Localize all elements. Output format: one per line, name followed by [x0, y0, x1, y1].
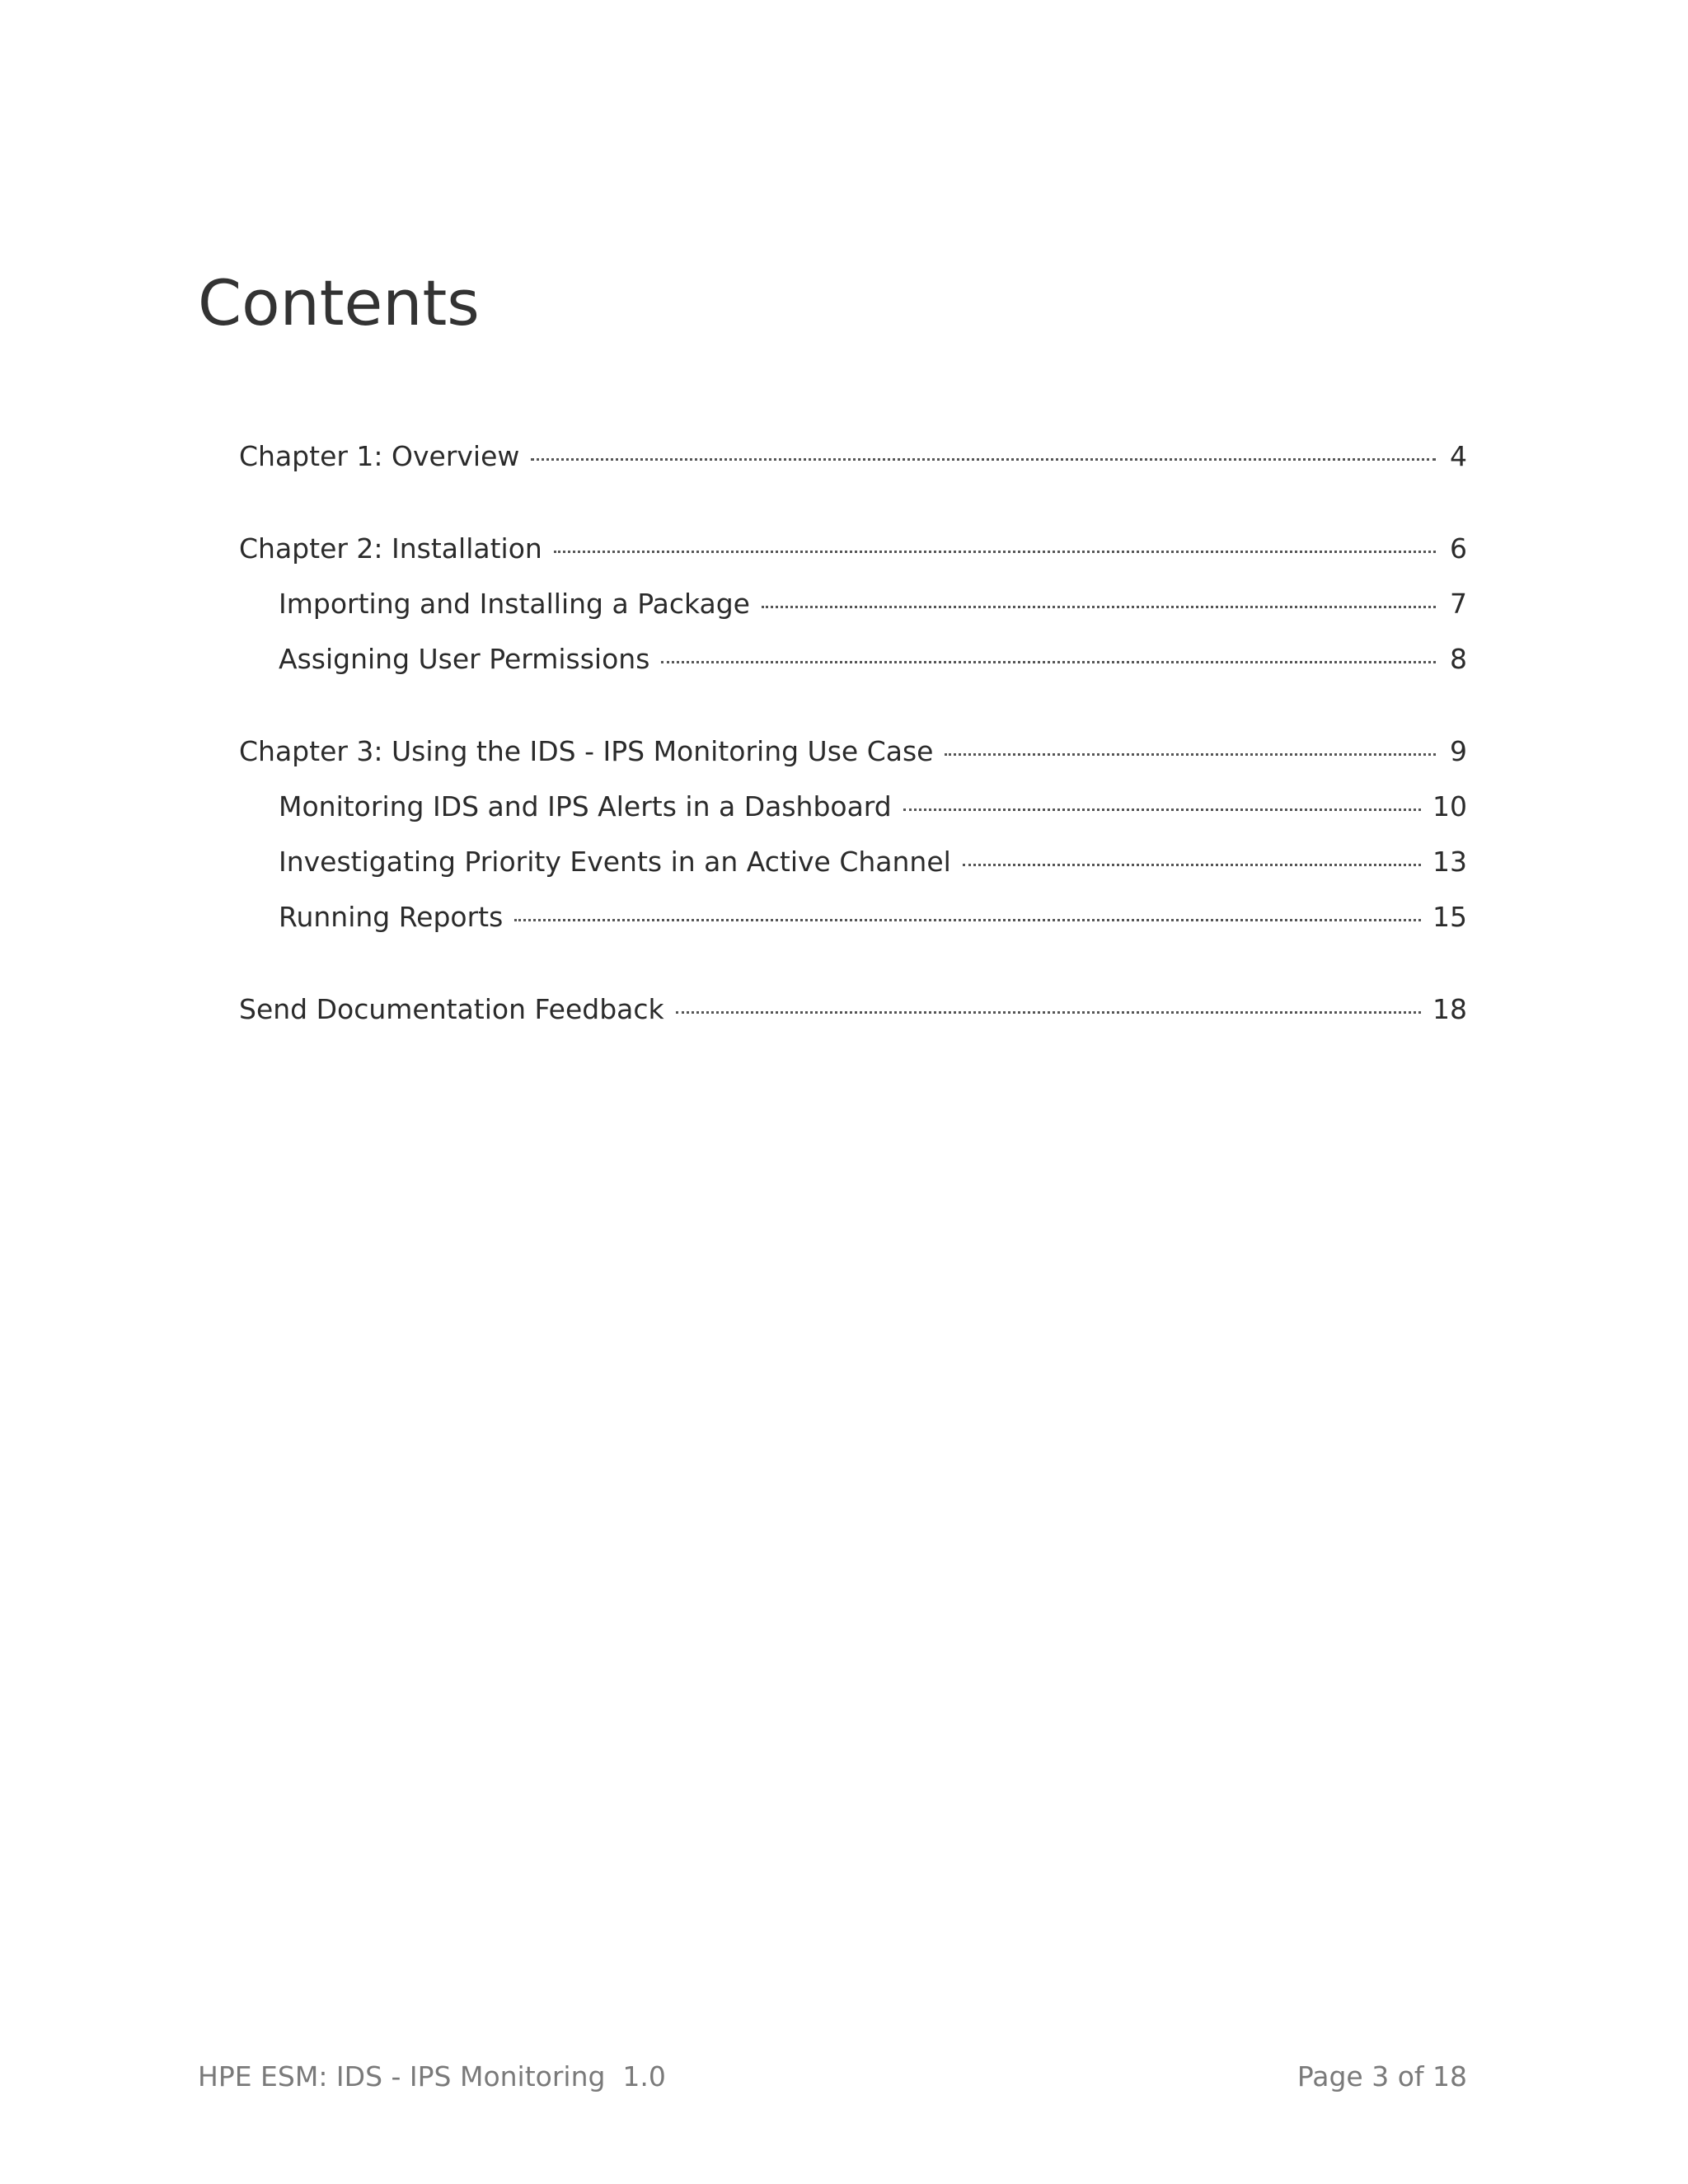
toc-entry-page-number: 15 — [1432, 901, 1467, 933]
toc-entry-label: Running Reports — [279, 901, 504, 933]
toc-entry-page-number: 8 — [1450, 643, 1467, 675]
footer-page-number: Page 3 of 18 — [1296, 2060, 1467, 2093]
toc-entry-running-reports[interactable] — [239, 889, 1467, 944]
toc-entry-label: Chapter 3: Using the IDS - IPS Monitoring Use Case — [239, 735, 934, 767]
toc-entry-investigating-priority-events[interactable] — [239, 834, 1467, 889]
dot-leader — [676, 1011, 1421, 1014]
dot-leader — [661, 661, 1436, 663]
toc-entry-page-number: 10 — [1432, 790, 1467, 823]
table-of-contents — [239, 429, 1467, 1037]
dot-leader — [903, 808, 1421, 811]
dot-leader — [762, 606, 1436, 608]
toc-entry-importing-and-installing-a-package[interactable] — [239, 576, 1467, 631]
toc-entry-assigning-user-permissions[interactable] — [239, 631, 1467, 687]
toc-entry-label: Importing and Installing a Package — [279, 588, 750, 620]
toc-entry-chapter-2-installation[interactable] — [239, 521, 1467, 576]
toc-entry-monitoring-alerts-in-a-dashboard[interactable] — [239, 779, 1467, 834]
dot-leader — [514, 919, 1421, 921]
dot-leader — [963, 864, 1421, 866]
toc-entry-page-number: 9 — [1450, 735, 1467, 767]
toc-entry-page-number: 18 — [1432, 993, 1467, 1025]
toc-entry-page-number: 4 — [1450, 440, 1467, 472]
toc-entry-page-number: 13 — [1432, 846, 1467, 878]
toc-entry-chapter-1-overview[interactable] — [239, 429, 1467, 484]
dot-leader — [531, 458, 1436, 461]
toc-entry-label: Investigating Priority Events in an Active Channel — [279, 846, 951, 878]
toc-entry-label: Assigning User Permissions — [279, 643, 650, 675]
dot-leader — [945, 753, 1436, 756]
dot-leader — [554, 551, 1436, 553]
toc-entry-page-number: 6 — [1450, 532, 1467, 565]
toc-entry-label: Send Documentation Feedback — [239, 993, 664, 1025]
toc-entry-page-number: 7 — [1450, 588, 1467, 620]
toc-entry-send-documentation-feedback[interactable] — [239, 982, 1467, 1037]
page-footer — [198, 2060, 1467, 2093]
footer-document-title: HPE ESM: IDS - IPS Monitoring 1.0 — [198, 2060, 666, 2093]
toc-entry-label: Chapter 2: Installation — [239, 532, 542, 565]
toc-entry-label: Chapter 1: Overview — [239, 440, 520, 472]
page-title: Contents — [198, 266, 480, 340]
toc-entry-label: Monitoring IDS and IPS Alerts in a Dashboard — [279, 790, 892, 823]
toc-entry-chapter-3-using-the-use-case[interactable] — [239, 724, 1467, 779]
